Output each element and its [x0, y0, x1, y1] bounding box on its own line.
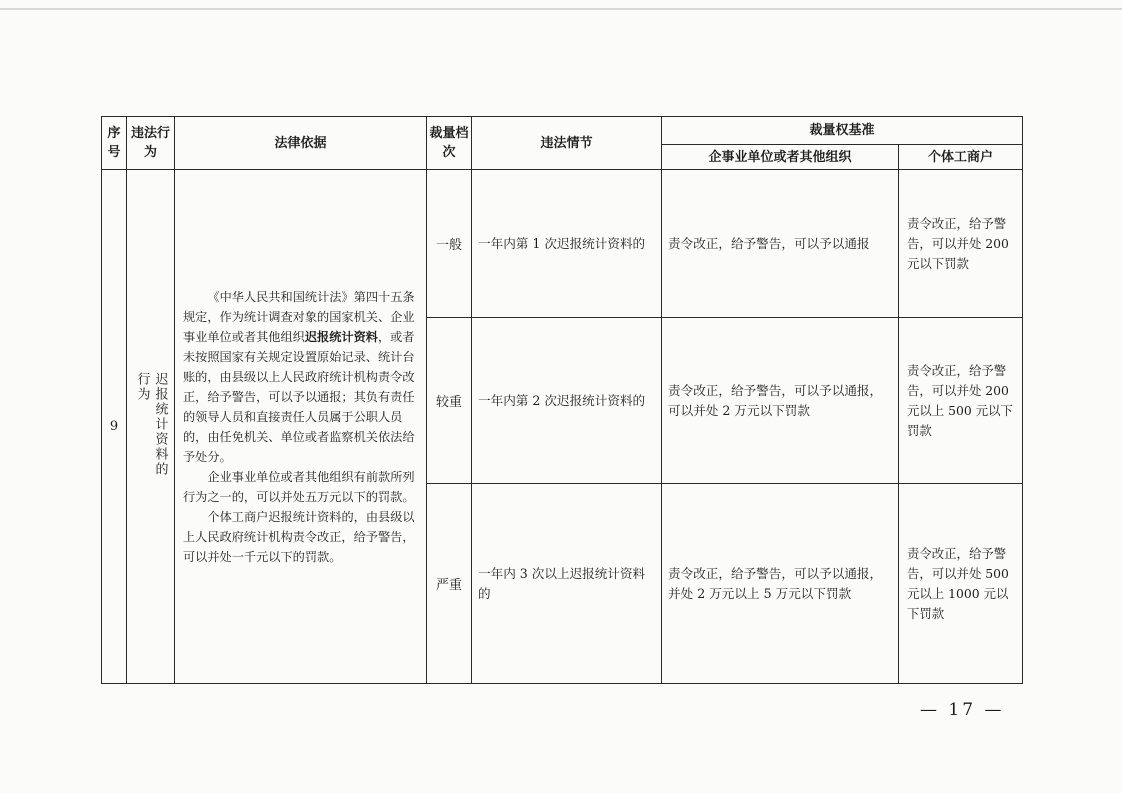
page-number: — 17 — — [920, 700, 1005, 720]
legal-basis-cell — [175, 170, 427, 684]
header-circumstance: 违法情节 — [472, 117, 662, 170]
header-seq: 序号 — [102, 117, 127, 170]
legal-basis-text-1a: 《中华人民共和国统计法》第四十五条规定，作为统计调查对象的国家机关、企业事业单位或者其他组织 — [183, 289, 415, 344]
header-enterprise: 企事业单位或者其他组织 — [662, 145, 899, 170]
header-benchmark: 裁量权基准 — [662, 117, 1023, 145]
legal-basis-paragraph-3: 个体工商户迟报统计资料的，由县级以上人民政府统计机构责令改正，给予警告，可以并处一千元以下的罚款。 — [183, 509, 415, 564]
level-general: 一般 — [427, 170, 472, 318]
row-behavior-cell — [127, 170, 175, 684]
level-serious: 较重 — [427, 318, 472, 484]
legal-basis-paragraph-2: 企业事业单位或者其他组织有前款所列行为之一的，可以并处五万元以下的罚款。 — [183, 469, 415, 504]
individual-penalty-general: 责令改正，给予警告，可以并处 200 元以下罚款 — [899, 170, 1023, 318]
individual-penalty-serious: 责令改正，给予警告，可以并处 200 元以上 500 元以下罚款 — [899, 318, 1023, 484]
enterprise-penalty-severe: 责令改正，给予警告，可以予以通报，并处 2 万元以上 5 万元以下罚款 — [662, 484, 899, 684]
individual-penalty-severe: 责令改正，给予警告，可以并处 500 元以上 1000 元以下罚款 — [899, 484, 1023, 684]
circumstance-serious: 一年内第 2 次迟报统计资料的 — [472, 318, 662, 484]
circumstance-general: 一年内第 1 次迟报统计资料的 — [472, 170, 662, 318]
header-behavior: 违法行为 — [127, 117, 175, 170]
row-behavior: 迟报统计资料的行为 — [134, 371, 168, 477]
header-row-1 — [102, 117, 1023, 145]
top-border-line — [0, 8, 1122, 10]
legal-basis-text-1b: ，或者未按照国家有关规定设置原始记录、统计台账的，由县级以上人民政府统计机构责令改正，给予警告，可以予以通报；其负有责任的领导人员和直接责任人员属于公职人员的，由任免机关、单位或者监察机关依法给予处分。 — [183, 329, 415, 464]
header-legal-basis: 法律依据 — [175, 117, 427, 170]
circumstance-severe: 一年内 3 次以上迟报统计资料的 — [472, 484, 662, 684]
row-seq: 9 — [102, 170, 127, 684]
legal-basis-paragraph-1 — [183, 287, 420, 467]
legal-basis-text-1-bold: 迟报统计资料 — [304, 329, 378, 344]
header-individual: 个体工商户 — [899, 145, 1023, 170]
level-row-general — [102, 170, 1023, 318]
discretion-standard-table — [101, 116, 1023, 684]
header-level: 裁量档次 — [427, 117, 472, 170]
enterprise-penalty-serious: 责令改正，给予警告，可以予以通报，可以并处 2 万元以下罚款 — [662, 318, 899, 484]
level-severe: 严重 — [427, 484, 472, 684]
enterprise-penalty-general: 责令改正，给予警告，可以予以通报 — [662, 170, 899, 318]
